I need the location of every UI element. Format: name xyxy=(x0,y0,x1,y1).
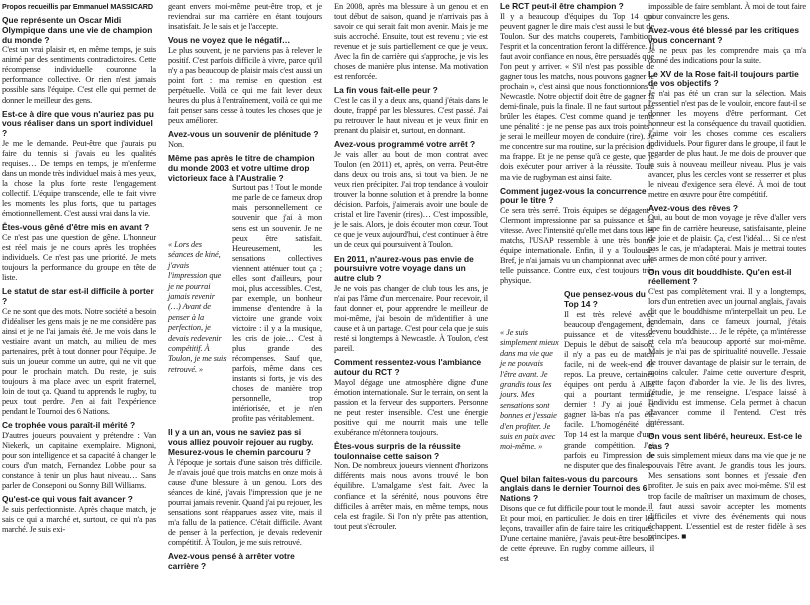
answer: Ce ne sont que des mots. Notre société a besoin d'idéaliser les gens mais je ne me considère pas ainsi et je ne l'ai jamais été. Je me vois dans le vestiaire avant un match, au milieu de mes partenaires, prêt à tout donner pour l'équipe. Je suis un joueur comme un autre, qui ne vit que pour le prochain match. Du reste, je suis toujours à ma place avec un esprit fraternel, loin de tout ça. Quand tu apprends le rugby, tu peux tout perdre. J'en ai fait l'expérience pendant le Tournoi des 6 Nations. xyxy=(2,306,156,417)
answer: Je suis perfectionniste. Après chaque match, je sais ce qui a marché et, surtout, ce qui n'a pas marché. Je suis exi- xyxy=(2,504,156,535)
question: Avez-vous programmé votre arrêt ? xyxy=(334,139,476,150)
answer: Ce n'est pas une question de gêne. L'honneur est réel mais je ne cours après les trophées individuels. Ce n'est pas une priorité. Je mets toujours la performance du groupe en tête de liste. xyxy=(2,232,156,283)
answer: C'est le cas il y a deux ans, quand j'étais dans le doute, frappé par les blessures. C'est passé. J'ai pu retrouver le haut niveau et je veux finir en prenant du plaisir et, surtout, en donnant. xyxy=(334,96,488,136)
article-column-1 xyxy=(2,2,156,535)
article-column-3 xyxy=(334,2,488,532)
answer: Oui, au bout de mon voyage je rêve d'aller vers une fin de carrière heureuse, satisfaisante, pleine de joie et de plaisir. Ça, c'est l'idéal… Si ce n'est pas le cas, je m'adapterai. Mais je mettrai toutes les armes de mon côté pour y arriver. xyxy=(648,213,806,263)
question: Ce trophée vous paraît-il mérité ? xyxy=(2,420,136,431)
answer: Disons que ce fut difficile pour tout le monde… Et pour moi, en particulier. Je dois en tirer les leçons, travailler afin de faire taire les critiques. D'une certaine manière, j'avais peut-être besoin de cette épreuve. En rugby comme ailleurs, il est xyxy=(500,503,654,564)
answer: Il est très relevé avec beaucoup d'engagement, de puissance et de vitesse. Depuis le début de saison, il n'y a pas eu de match facile, ni de week-end de repos. La preuve, certaines équipes ont perdu à Albi qui a pourtant terminé dernier ! J'y ai joué et gagner là-bas n'a pas été facile. L'homogénéité du Top 14 est la marque d'une grande compétition. J'ai parfois eu l'impression de ne disputer que des finales. xyxy=(564,309,654,470)
pull-quote: « Lors des séances de kiné, j'avais l'impression que je ne pourrai jamais revenir (…) Avant de penser à la perfection, je devais redevenir compétitif. À Toulon, je me suis retrouvé. » xyxy=(168,240,227,374)
answer: geant envers moi-même peut-être trop, et je reviendrai sur ma carrière en étant toujours insatisfait. Je le sais et je l'accepte. xyxy=(168,2,322,32)
answer: Je suis simplement mieux dans ma vie que je ne pouvais l'être avant. Je grandis tous les jours. Mes sensations sont bonnes et j'essaie d'en profiter. Je suis en paix avec moi-même. S'il est trop facile de maîtriser un maximum de choses, il faut aussi savoir accepter les moments difficiles et vivre des événements qui nous échappent. L'essentiel est de rester fidèle à ses principes. ■ xyxy=(648,451,806,541)
question: Comment jugez-vous la concurrence pour le titre ? xyxy=(500,185,647,206)
question: Êtes-vous surpris de la réussite toulonnaise cette saison ? xyxy=(334,440,461,461)
question: Est-ce à dire que vous n'auriez pas pu vous réaliser dans un sport individuel ? xyxy=(2,108,154,139)
question: Quel bilan faites-vous du parcours anglais dans le dernier Tournoi des 6 Nations ? xyxy=(500,473,648,504)
question: Vous ne voyez que le négatif… xyxy=(168,35,291,46)
answer: Je n'ai pas été un cran sur la sélection. Mais l'essentiel n'est pas de le vouloir, encore faut-il se donner les moyens d'être performant. Cet honneur est la conséquence du travail quotidien. J'aime voir les choses comme ces escaliers individuels. Pour figurer dans le groupe, il faut le regarder de plus haut. Je me dois de prouver que je suis à nouveau meilleur niveau. Plus je vais avancer, plus les cercles vont se resserrer et plus le niveau d'exigence sera élevé. À moi de tout mettre en œuvre pour être compétitif. xyxy=(648,89,806,199)
question: La fin vous fait-elle peur ? xyxy=(334,85,438,96)
answer: C'est pas complètement vrai. Il y a longtemps, lors d'un entretien avec un journal anglais, j'avais dit que le bouddhisme m'interpellait un peu. Le lendemain, dans ce fameux journal, j'étais devenu bouddhiste… Je le répète, ça m'intéresse et cela m'a beaucoup apporté sur moi-même. Mais je n'ai pas de spiritualité nouvelle. J'essaie de trouver davantage de plaisir sur le terrain, de moins calculer. J'aime cette ouverture d'esprit, cette façon d'aborder la vie. Je lis des livres, j'étudie, je me renseigne. L'espace laissé à l'individu est immense. Cela permet à chacun d'avancer comme il l'entend. C'est très intéressant. xyxy=(648,287,806,427)
question: Avez-vous un souvenir de plénitude ? xyxy=(168,129,319,140)
question: Le RCT peut-il être champion ? xyxy=(500,1,624,11)
answer: Je ne peux pas les comprendre mais ça m'a donné des indications pour la suite. xyxy=(648,45,806,65)
answer: D'autres joueurs pouvaient y prétendre : Van Niekerk, un capitaine exemplaire. Mignoni, pour son intelligence et sa capacité à changer le cours d'un match, Fernandez Lobbe pour sa constance à tenir un plus haut niveau… Sans parler de Conseponi ou Sonny Bill Williams. xyxy=(2,430,156,491)
answer: Mayol dégage une atmosphère digne d'une émotion internationale. Sur le terrain, on sent la passion et la ferveur des supporters. Personne ne peut rester insensible. C'est une énergie positive qui me nourrit mais une telle exubérance m'étonnera toujours. xyxy=(334,377,488,437)
answer: À l'époque je sortais d'une saison très difficile. Je n'avais joué que trois matchs en onze mois à cause d'une blessure à un genou. Lors des séances de kiné, j'avais l'impression que je ne pourrai jamais revenir. Quand j'ai pu rejouer, les sensations sont réapparues assez vite, mais il m'a fallu de la patience. C'était difficile. Avant de penser à la perfection, je devais redevenir compétitif. À Toulon, je me suis retrouvé. xyxy=(168,457,322,548)
article-column-5 xyxy=(648,2,806,542)
question: Que représente un Oscar Midi Olympique dans une vie de champion du monde ? xyxy=(2,15,153,45)
answer: C'est un vrai plaisir et, en même temps, je suis animé par des sentiments contradictoires. Cette récompense individuelle couronne la performance collective. Or rien n'est jamais possible sans l'équipe. C'est elle qui permet de donner le meilleur des gens. xyxy=(2,45,156,105)
question: Avez-vous des rêves ? xyxy=(648,202,738,213)
answer: Non. xyxy=(168,140,184,150)
answer: Je vais aller au bout de mon contrat avec Toulon (en 2011) et, après, on verra. Peut-être dans deux ou trois ans, si tout va bien. Je ne veux rien précipiter. J'ai trop tendance à vouloir trouver la bonne solution et à prendre la bonne décision. Parfois, j'aimerais avoir une boule de cristal et lire l'avenir (rires)… C'est impossible, je le sais. Alors, je dois écouter mon cœur. Tout ce que je veux aujourd'hui, c'est continuer à être un de ceux qui poursuivent à Toulon. xyxy=(334,150,488,250)
question: Il y a un an, vous ne saviez pas si vous alliez pouvoir rejouer au rugby. Mesurez-vous le chemin parcouru ? xyxy=(168,427,314,457)
question: Le XV de la Rose fait-il toujours partie de vos objectifs ? xyxy=(648,68,799,89)
answer: Je me le demande. Peut-être que j'aurais pu faire du tennis si j'avais eu les qualités requises… De temps en temps, je m'enferme dans un monde très individuel mais à mes yeux, la chose la plus forte reste l'engagement collectif. L'équipe transcende, elle te fait vivre les moments les plus forts, que tu partages émotionnellement. C'est aussi vrai dans la vie. xyxy=(2,138,156,219)
pull-quote: « Je suis simplement mieux dans ma vie que je ne pouvais l'être avant. Je grandis tous les jours. Mes sensations sont bonnes et j'essaie d'en profiter. Je suis en paix avec moi-même. » xyxy=(500,328,559,452)
question: Avez-vous pensé à arrêter votre carrière ? xyxy=(168,551,295,571)
question: Que pensez-vous du Top 14 ? xyxy=(564,289,646,310)
article-column-4 xyxy=(500,2,654,564)
question: Comment ressentez-vous l'ambiance autour du RCT ? xyxy=(334,357,482,377)
answer: En 2008, après ma blessure à un genou et en tout début de saison, quand je n'arrivais pas à savoir ce qui serait fait mon avenir. Mais je me suis accroché. Ensuite, tout est revenu ; vie est revenue et je suis partiellement ce que je veux. Avec la fin de carrière qui s'approche, je vis les choses de manière plus intense. Ma motivation est renforcée. xyxy=(334,2,488,82)
question: Avez-vous été blessé par les critiques vous concernant ? xyxy=(648,25,799,45)
answer: Ce sera très serré. Trois équipes se dégagent : Clermont impressionne par sa puissance et sa vitesse. Avec l'intensité qu'elle met dans tous les matchs, l'USAP ressemble à une très bonne équipe internationale. Enfin, il y a Toulouse. Bref, je n'ai jamais vu un championnat avec une telle puissance. Contre eux, c'est toujours très physique. xyxy=(500,206,654,286)
question: Le statut de star est-il difficile à porter ? xyxy=(2,286,154,306)
answer: Surtout pas ! Tout le monde me parle de ce fameux drop mais personnellement ce souvenir que j'ai à mon sens est un souvenir. Je ne peux être satisfait. Heureusement, les sensations collectives viennent atténuer tout ça ; elles sont d'ailleurs, pour moi, plus accessibles. C'est, par exemple, un bonheur immense d'entendre à la victoire une grande voix victoire : il y a la musique, les cris de joie… C'est à plus grande des récompenses. Sauf que, parfois, même dans ces instants si forts, je vis des choses de manière trop personnelle, trop intériorisée, et je n'en profite pas véritablement. xyxy=(232,183,322,424)
answer: Non. De nombreux joueurs viennent d'horizons différents mais nous avons trouvé le bon équilibre. L'amalgame s'est fait. Avec la confiance et la sérénité, nous pouvons être difficiles à arrêter mais, en même temps, nous cela est fragile. Si l'on n'y prête pas attention, tout peut s'écrouler. xyxy=(334,461,488,531)
answer: impossible de faire semblant. À moi de tout faire pour convaincre les gens. xyxy=(648,2,806,22)
question: On vous dit bouddhiste. Qu'en est-il réellement ? xyxy=(648,266,792,287)
question: Êtes-vous gêné d'être mis en avant ? xyxy=(2,222,150,233)
answer: Il y a beaucoup d'équipes du Top 14 qui peuvent gagner le dire mais c'est aussi le but de Toulon. Sur des matchs couperets, l'ambition, l'esprit et la concentration feront la différence. Il faut avoir confiance en nous, être persuadés que l'on peut y arriver. « S'il n'est pas possible de gagner tous les matchs, nous pouvons gagner le prochain », c'est ainsi que nous fonctionnions à Newcastle. Notre objectif doit être de gagner la demi-finale, puis la finale. Il ne faut surtout pas brûler les étapes. C'est comme quand je tente une pénalité : je ne pense pas aux trois points ; je serai le meilleur moyen de conduire (rire). Je me concentre sur ma routine, sur la précision de ma frappe. Et je ne pense qu'à ce geste, que je dois exécuter pour arriver à la réussite. Toute ma vie de rugbyman est ainsi faite. xyxy=(500,11,654,182)
answer: Le plus souvent, je ne parviens pas à relever le positif. C'est parfois difficile à vivre, parce qu'il n'y a pas beaucoup de plaisir mais c'est aussi un point fort : ma remise en question est perpétuelle. Voilà ce qui me fait lever deux heures du plus à l'entraînement, voilà ce qui me fait penser sans cesse à toutes les choses que je peux améliorer. xyxy=(168,45,322,126)
answer: Je ne vois pas changer de club tous les ans, je n'ai pas l'âme d'un mercenaire. Pour recevoir, il faut donner et, pour apprendre le meilleur de moi-même, j'ai besoin de m'identifier à une cause et à un partage. C'est pour cela que je suis resté si longtemps à Newcastle. À Toulon, c'est pareil. xyxy=(334,283,488,354)
author-credit: Propos recueillis par Emmanuel MASSICARD xyxy=(2,2,153,11)
question: Qu'est-ce qui vous fait avancer ? xyxy=(2,494,133,505)
question: Même pas après le titre de champion du monde 2003 et votre ultime drop victorieux face à l'Australie ? xyxy=(168,153,315,183)
question: En 2011, n'aurez-vous pas envie de poursuivre votre voyage dans un autre club ? xyxy=(334,253,474,284)
question: On vous sent libéré, heureux. Est-ce le cas ? xyxy=(648,430,803,451)
